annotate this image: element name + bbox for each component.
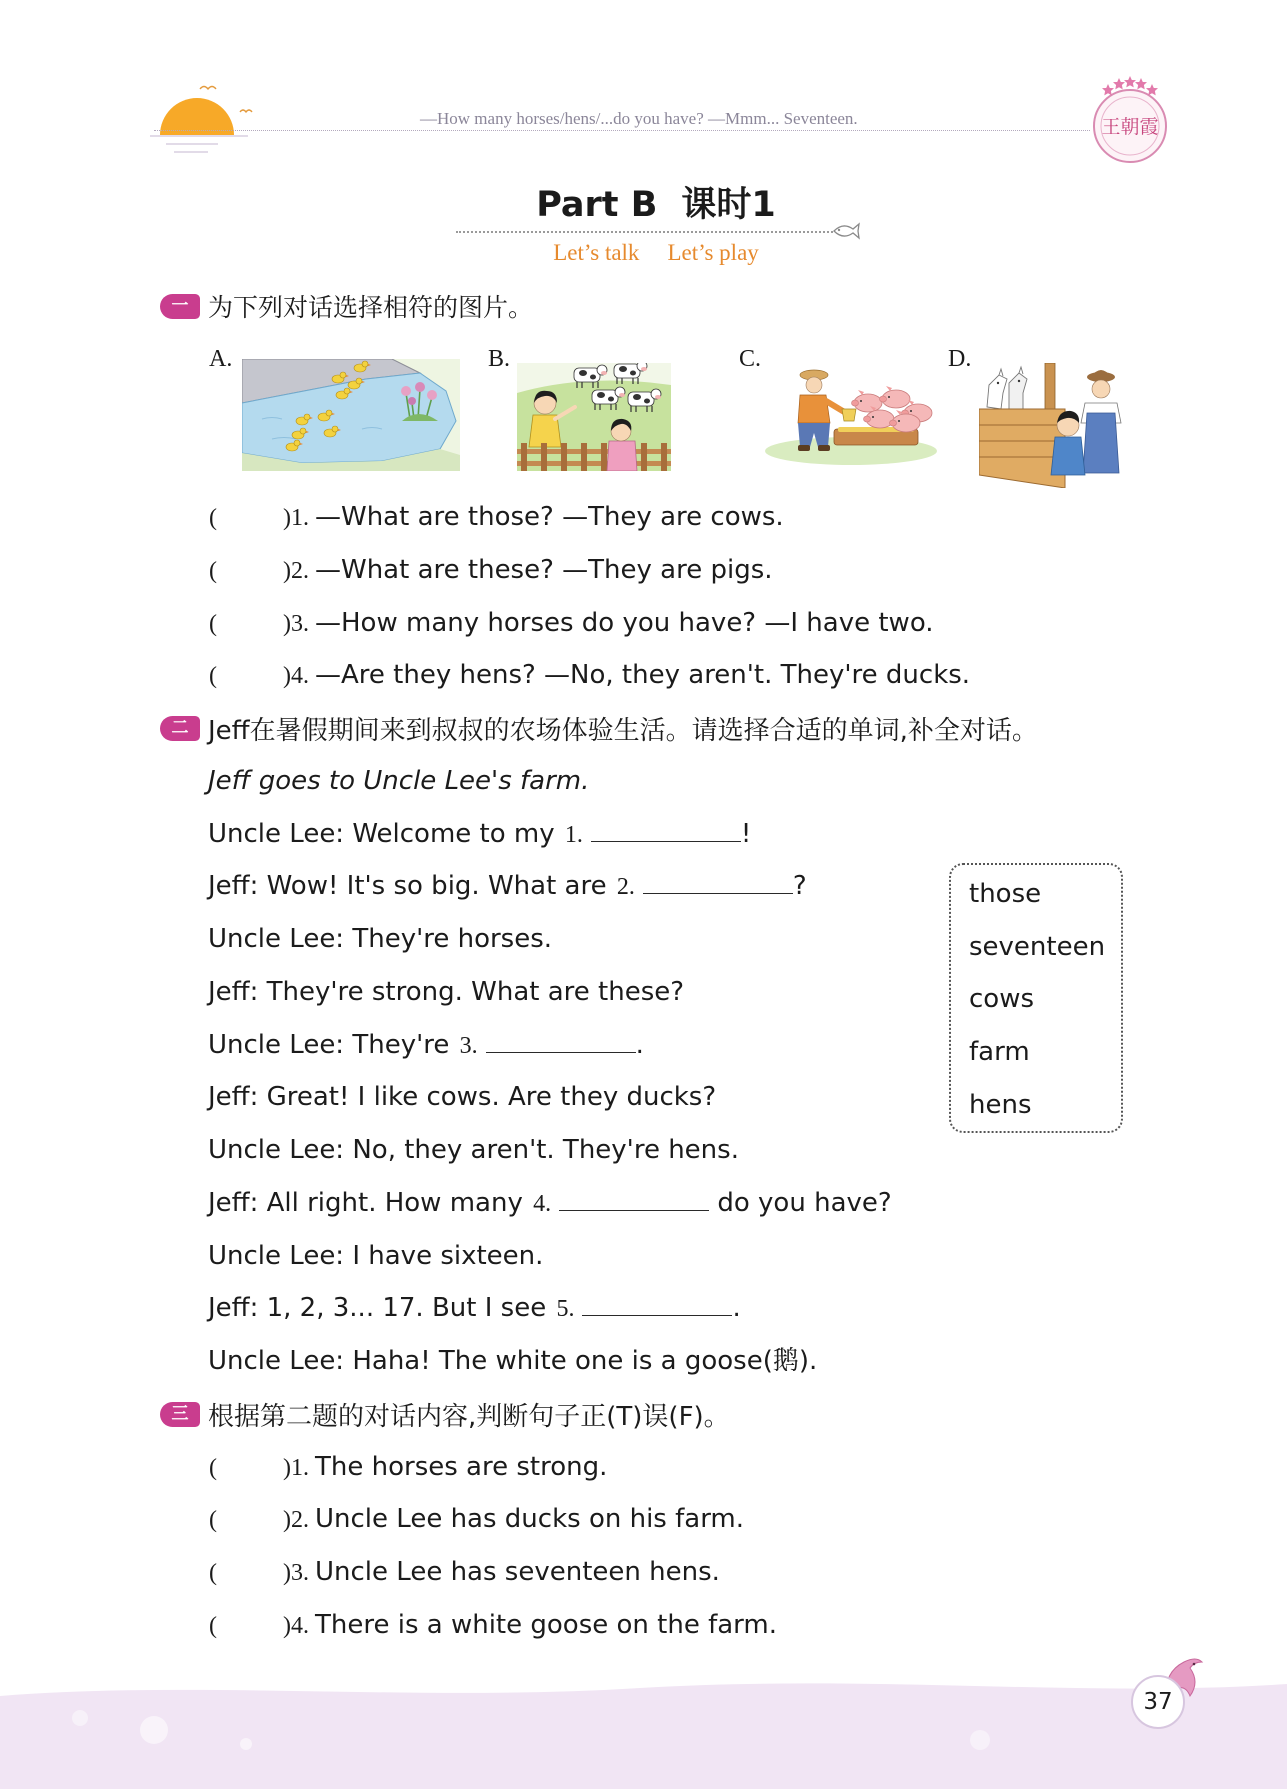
s3-question-3 xyxy=(160,1546,1160,1599)
question-number: 3. xyxy=(291,1560,309,1586)
sun-icon xyxy=(148,72,258,158)
answer-paren-close: ) xyxy=(283,663,291,690)
question-text: —Are they hens? —No, they aren't. They're ducks. xyxy=(315,660,971,691)
logo-seal-icon xyxy=(1082,72,1178,168)
blank-number: 3. xyxy=(459,1032,478,1059)
question-text: —How many horses do you have? —I have two. xyxy=(315,607,934,638)
answer-paren-open: ( xyxy=(209,610,217,637)
answer-paren-close: ) xyxy=(283,557,291,584)
answer-paren-close: ) xyxy=(283,1507,291,1534)
answer-paren-close: ) xyxy=(283,1560,291,1586)
title-lesson: 课时1 xyxy=(681,185,776,225)
question-number: 3. xyxy=(291,610,309,637)
question-text: The horses are strong. xyxy=(315,1451,608,1482)
line-text: . xyxy=(732,1293,741,1324)
dialogue-line-7: Uncle Lee: No, they aren't. They're hens. xyxy=(208,1135,739,1165)
man xyxy=(1081,370,1121,473)
running-title: —How many horses/hens/...do you have? —Mmm... Seventeen. xyxy=(420,109,858,128)
question-text: —What are these? —They are pigs. xyxy=(315,554,773,585)
word-bank-item: hens xyxy=(969,1089,1032,1120)
line-text: . xyxy=(635,1029,644,1060)
title-part: Part B xyxy=(536,185,658,225)
line-text: ! xyxy=(740,818,752,849)
answer-paren-close: ) xyxy=(283,610,291,637)
header-dotted-rule xyxy=(154,130,1090,131)
s3-question-2 xyxy=(160,1493,1160,1546)
dialogue-line-6: Jeff: Great! I like cows. Are they ducks? xyxy=(208,1082,717,1113)
s1-question-4 xyxy=(160,649,1160,702)
question-number: 1. xyxy=(291,1454,309,1481)
question-number: 4. xyxy=(291,1612,309,1639)
line-text: Uncle Lee: They're xyxy=(208,1029,458,1060)
answer-paren-open: ( xyxy=(209,557,217,584)
section-badge: 三 xyxy=(160,1402,200,1427)
subtitle-play: Let’s play xyxy=(667,240,759,265)
dialogue-line-11: Uncle Lee: Haha! The white one is a goose(鹅). xyxy=(208,1346,818,1376)
section-1-header xyxy=(160,280,1060,333)
dialogue-line-8 xyxy=(160,1177,1160,1230)
dialogue-line-1 xyxy=(160,808,1160,861)
s1-question-1 xyxy=(160,491,1160,544)
dialogue-line-4: Jeff: They're strong. What are these? xyxy=(208,976,685,1007)
s1-question-3 xyxy=(160,597,1160,650)
answer-paren-open: ( xyxy=(209,1507,217,1534)
picture-a-duck-pond xyxy=(242,359,460,471)
answer-paren-close: ) xyxy=(283,1454,291,1481)
s1-question-2 xyxy=(160,544,1160,597)
answer-paren-open: ( xyxy=(209,1612,217,1639)
line-text: Jeff: Wow! It's so big. What are xyxy=(208,871,615,902)
logo-text: 王朝霞 xyxy=(1101,116,1159,138)
dialogue-line-3: Uncle Lee: They're horses. xyxy=(208,924,553,954)
line-text: Uncle Lee: Welcome to my xyxy=(208,818,563,849)
section-instruction: 根据第二题的对话内容,判断句子正(T)误(F)。 xyxy=(208,1401,730,1432)
answer-blank-3 xyxy=(486,1032,636,1053)
question-text: There is a white goose on the farm. xyxy=(315,1609,778,1640)
blank-number: 2. xyxy=(616,874,635,901)
question-text: Uncle Lee has seventeen hens. xyxy=(315,1557,720,1587)
page-number: 37 xyxy=(1131,1675,1185,1729)
question-number: 4. xyxy=(291,663,309,690)
horses xyxy=(987,367,1027,409)
line-text: do you have? xyxy=(709,1187,892,1218)
answer-blank-5 xyxy=(582,1295,732,1316)
s3-question-1 xyxy=(160,1441,1160,1494)
word-bank-box xyxy=(949,863,1123,1133)
answer-paren-open: ( xyxy=(209,1560,217,1586)
picture-c-farmer-pigs xyxy=(764,363,938,466)
title-dotted-rule xyxy=(456,231,833,233)
answer-blank-2 xyxy=(643,873,793,894)
page-title xyxy=(456,184,856,226)
picture-d-horses-man-child xyxy=(979,363,1127,488)
picture-label-b: B. xyxy=(488,346,511,372)
picture-label-c: C. xyxy=(739,346,762,372)
blank-number: 5. xyxy=(556,1296,575,1323)
section-badge: 一 xyxy=(160,294,200,319)
answer-paren-open: ( xyxy=(209,505,217,531)
picture-b-cows-children xyxy=(517,363,671,471)
section-instruction: 为下列对话选择相符的图片。 xyxy=(208,293,534,323)
s3-question-4 xyxy=(160,1599,1160,1652)
blank-number: 1. xyxy=(564,821,583,848)
question-number: 2. xyxy=(291,557,309,584)
line-text: ? xyxy=(792,871,807,902)
dialogue-intro: Jeff goes to Uncle Lee's farm. xyxy=(208,765,590,796)
word-bank-item: cows xyxy=(969,984,1035,1015)
section-instruction: Jeff在暑假期间来到叔叔的农场体验生活。请选择合适的单词,补全对话。 xyxy=(208,715,1038,746)
answer-blank-4 xyxy=(559,1190,709,1211)
answer-paren-open: ( xyxy=(209,663,217,690)
section-badge: 二 xyxy=(160,716,200,741)
word-bank-item: farm xyxy=(969,1037,1030,1068)
picture-label-a: A. xyxy=(209,346,233,372)
answer-paren-open: ( xyxy=(209,1454,217,1481)
question-number: 1. xyxy=(291,505,309,531)
question-text: —What are those? —They are cows. xyxy=(315,502,784,532)
dialogue-line-10 xyxy=(160,1282,1160,1335)
section-3-header xyxy=(160,1388,1160,1441)
answer-paren-close: ) xyxy=(283,505,291,531)
subtitle xyxy=(456,238,856,268)
line-text: Jeff: All right. How many xyxy=(208,1187,532,1218)
question-number: 2. xyxy=(291,1507,309,1534)
section-2-header xyxy=(160,702,1160,755)
word-bank-item: those xyxy=(969,879,1042,909)
answer-paren-close: ) xyxy=(283,1612,291,1639)
picture-label-d: D. xyxy=(948,346,972,372)
footer-wave-band xyxy=(0,1660,1287,1789)
answer-blank-1 xyxy=(591,821,741,842)
pig xyxy=(880,386,911,408)
word-bank-item: seventeen xyxy=(969,931,1106,962)
blank-number: 4. xyxy=(533,1190,552,1217)
subtitle-talk: Let’s talk xyxy=(553,240,640,265)
dialogue-line-9: Uncle Lee: I have sixteen. xyxy=(208,1240,544,1271)
line-text: Jeff: 1, 2, 3... 17. But I see xyxy=(208,1293,555,1324)
question-text: Uncle Lee has ducks on his farm. xyxy=(315,1504,745,1535)
wooden-fence xyxy=(979,409,1065,488)
